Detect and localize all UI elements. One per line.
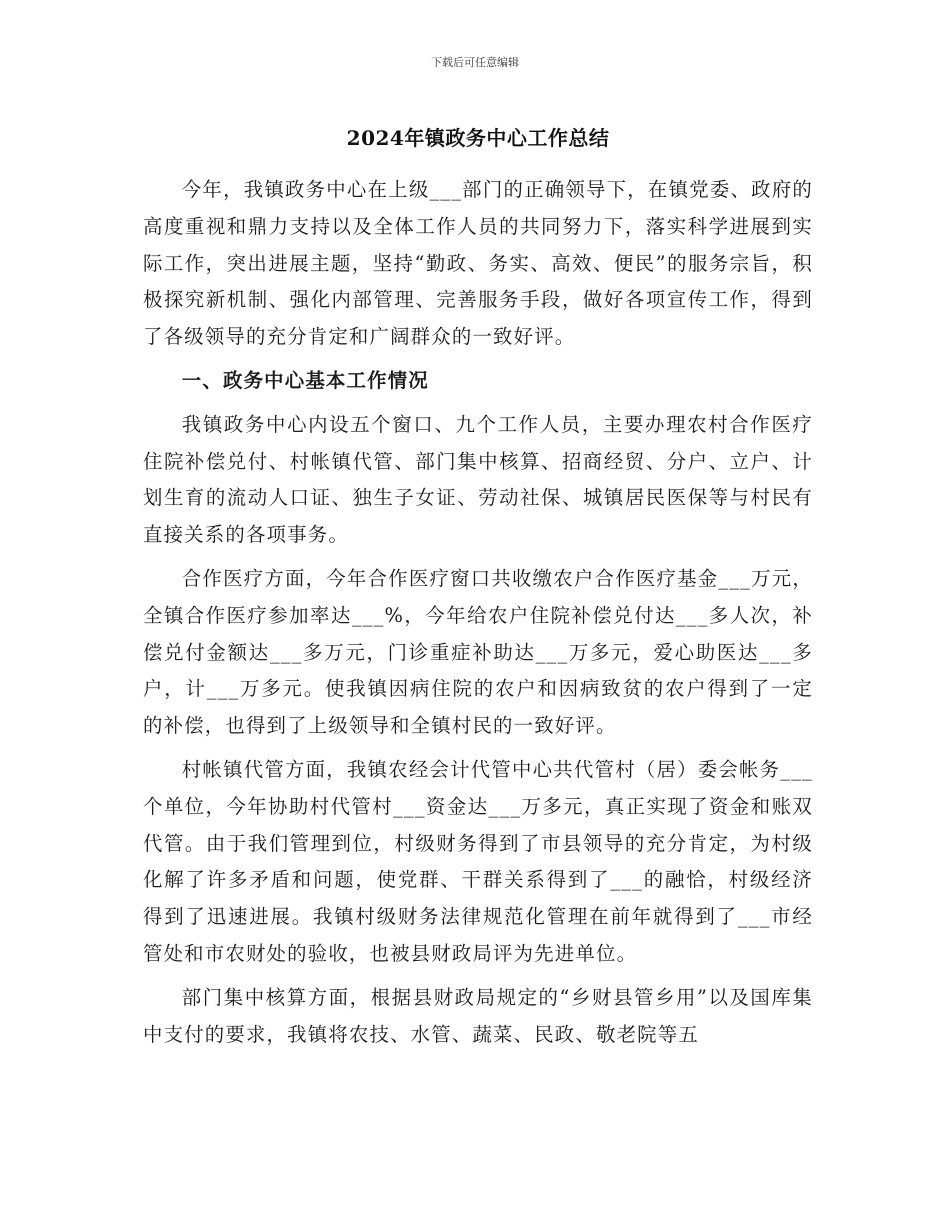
section-heading: 一、政务中心基本工作情况	[181, 368, 429, 392]
spacer	[143, 356, 813, 363]
intro-paragraph: 今年，我镇政务中心在上级___部门的正确领导下，在镇党委、政府的高度重视和鼎力支持以及全体工作人员的共同努力下，落实科学进展到实际工作，突出进展主题，坚持“勤政、务实、高效、便民”的服务宗旨，积极探究新机制、强化内部管理、完善服务手段，做好各项宣传工作，得到了各级领导的充分肯定和广阔群众的一致好评。	[143, 178, 813, 349]
document-title: 2024年镇政务中心工作总结	[346, 126, 610, 150]
paragraph-department-accounting: 部门集中核算方面，根据县财政局规定的“乡财县管乡用”以及国库集中支付的要求，我镇将农技、水管、蔬菜、民政、敬老院等五	[143, 985, 813, 1046]
paragraph-medical: 合作医疗方面，今年合作医疗窗口共收缴农户合作医疗基金___万元，全镇合作医疗参加率达___%，今年给农户住院补偿兑付达___多人次，补偿兑付金额达___多万元，门诊重症补助达___万多元，爱心助医达___多户，计___万多元。使我镇因病住院的农户和因病致贫的农户得到了一定的补偿，也得到了上级领导和全镇村民的一致好评。	[143, 566, 813, 738]
document-body	[143, 120, 813, 1053]
paragraph-overview: 我镇政务中心内设五个窗口、九个工作人员，主要办理农村合作医疗住院补偿兑付、村帐镇代管、部门集中核算、招商经贸、分户、立户、计划生育的流动人口证、独生子女证、劳动社保、城镇居民医保等与村民有直接关系的各项事务。	[143, 412, 813, 547]
page-header-note: 下载后可任意编辑	[431, 56, 519, 69]
spacer	[143, 554, 813, 561]
spacer	[143, 400, 813, 407]
paragraph-village-accounts: 村帐镇代管方面，我镇农经会计代管中心共代管村（居）委会帐务___个单位，今年协助村代管村___资金达___万多元，真正实现了资金和账双代管。由于我们管理到位，村级财务得到了市县领导的充分肯定，为村级化解了许多矛盾和问题，使党群、干群关系得到了___的融恰，村级经济得到了迅速进展。我镇村级财务法律规范化管理在前年就得到了___市经管处和市农财处的验收，也被县财政局评为先进单位。	[143, 757, 813, 965]
spacer	[143, 745, 813, 752]
spacer	[143, 973, 813, 980]
